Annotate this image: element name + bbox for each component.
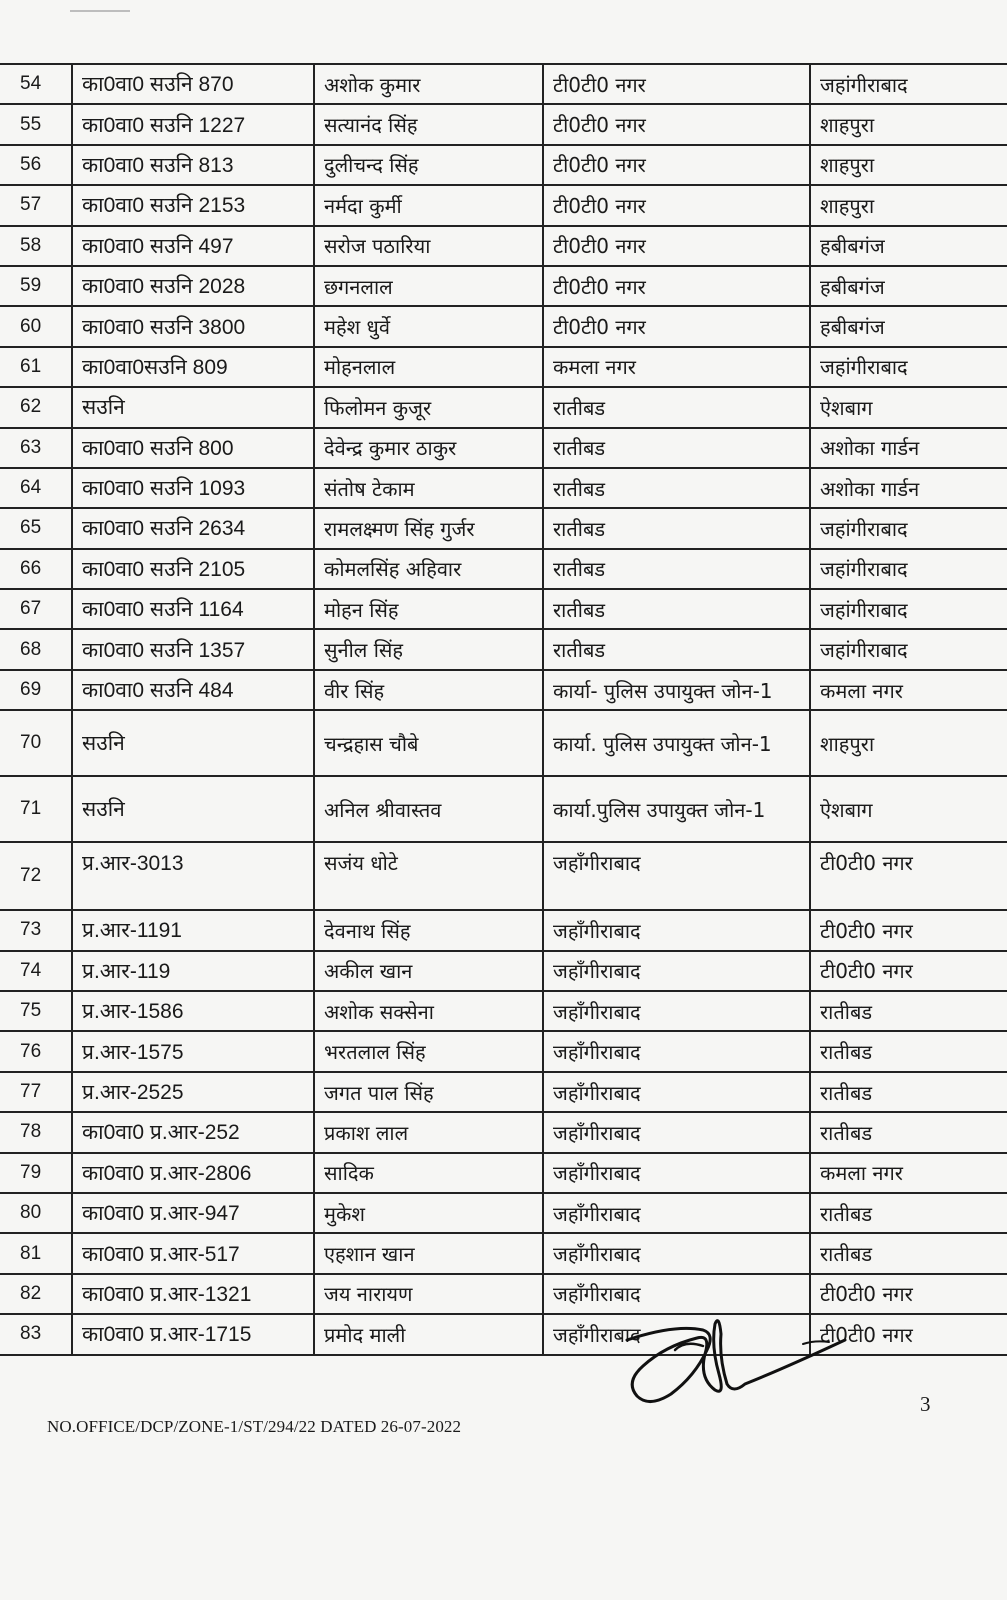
cell-from: टी0टी0 नगर — [543, 185, 810, 225]
cell-sno: 58 — [0, 226, 72, 266]
cell-sno: 56 — [0, 145, 72, 185]
cell-to: शाहपुरा — [810, 145, 1007, 185]
cell-to: जहांगीराबाद — [810, 629, 1007, 669]
cell-from: जहाँगीराबाद — [543, 1031, 810, 1071]
cell-designation: का0वा0 सउनि 497 — [72, 226, 314, 266]
footer-reference: NO.OFFICE/DCP/ZONE-1/ST/294/22 DATED 26-07-2022 — [47, 1417, 462, 1436]
cell-to: जहांगीराबाद — [810, 347, 1007, 387]
cell-name: सादिक — [314, 1153, 543, 1193]
table-row — [0, 428, 1007, 468]
cell-name: अशोक सक्सेना — [314, 991, 543, 1031]
table-row — [0, 1112, 1007, 1152]
cell-to: रातीबड — [810, 1193, 1007, 1233]
cell-name: महेश धुर्वे — [314, 306, 543, 346]
cell-from: टी0टी0 नगर — [543, 104, 810, 144]
cell-sno: 71 — [0, 776, 72, 842]
table-row — [0, 1314, 1007, 1354]
cell-designation: का0वा0 सउनि 1227 — [72, 104, 314, 144]
cell-from: कार्या.पुलिस उपायुक्त जोन-1 — [543, 776, 810, 842]
cell-designation: का0वा0 प्र.आर-1715 — [72, 1314, 314, 1354]
cell-designation: का0वा0 सउनि 1164 — [72, 589, 314, 629]
cell-to: ऐशबाग — [810, 387, 1007, 427]
cell-to: हबीबगंज — [810, 306, 1007, 346]
cell-designation: का0वा0 सउनि 2634 — [72, 508, 314, 548]
table-row — [0, 549, 1007, 589]
cell-designation: का0वा0 प्र.आर-517 — [72, 1233, 314, 1273]
table-row — [0, 910, 1007, 950]
table-row — [0, 670, 1007, 710]
cell-sno: 80 — [0, 1193, 72, 1233]
cell-sno: 77 — [0, 1072, 72, 1112]
cell-designation: प्र.आर-119 — [72, 951, 314, 991]
cell-sno: 64 — [0, 468, 72, 508]
cell-name: नर्मदा कुर्मी — [314, 185, 543, 225]
cell-sno: 59 — [0, 266, 72, 306]
cell-designation: प्र.आर-3013 — [72, 842, 314, 910]
table-row — [0, 1153, 1007, 1193]
table-row — [0, 226, 1007, 266]
cell-name: प्रकाश लाल — [314, 1112, 543, 1152]
cell-sno: 68 — [0, 629, 72, 669]
cell-sno: 72 — [0, 842, 72, 910]
cell-designation: प्र.आर-1191 — [72, 910, 314, 950]
cell-from: कार्या. पुलिस उपायुक्त जोन-1 — [543, 710, 810, 776]
table-row — [0, 1031, 1007, 1071]
cell-name: एहशान खान — [314, 1233, 543, 1273]
cell-name: छगनलाल — [314, 266, 543, 306]
table-row — [0, 1072, 1007, 1112]
cell-sno: 74 — [0, 951, 72, 991]
cell-from: जहाँगीराबाद — [543, 1233, 810, 1273]
cell-designation: प्र.आर-2525 — [72, 1072, 314, 1112]
cell-from: जहाँगीराबाद — [543, 1072, 810, 1112]
cell-from: रातीबड — [543, 629, 810, 669]
table-row — [0, 629, 1007, 669]
cell-to: जहांगीराबाद — [810, 64, 1007, 104]
cell-from: रातीबड — [543, 387, 810, 427]
cell-sno: 76 — [0, 1031, 72, 1071]
cell-from: रातीबड — [543, 508, 810, 548]
cell-to: जहांगीराबाद — [810, 508, 1007, 548]
cell-to: हबीबगंज — [810, 226, 1007, 266]
cell-to: अशोका गार्डन — [810, 428, 1007, 468]
cell-from: टी0टी0 नगर — [543, 64, 810, 104]
cell-sno: 65 — [0, 508, 72, 548]
cell-from: रातीबड — [543, 468, 810, 508]
cell-from: कमला नगर — [543, 347, 810, 387]
table-row — [0, 185, 1007, 225]
cell-sno: 67 — [0, 589, 72, 629]
cell-sno: 57 — [0, 185, 72, 225]
cell-name: दुलीचन्द सिंह — [314, 145, 543, 185]
cell-to: ऐशबाग — [810, 776, 1007, 842]
cell-name: अनिल श्रीवास्तव — [314, 776, 543, 842]
cell-from: जहाँगीराबाद — [543, 1153, 810, 1193]
cell-to: हबीबगंज — [810, 266, 1007, 306]
cell-designation: का0वा0 सउनि 2028 — [72, 266, 314, 306]
page-number: 3 — [920, 1392, 931, 1416]
cell-designation: का0वा0 सउनि 813 — [72, 145, 314, 185]
cell-sno: 79 — [0, 1153, 72, 1193]
cell-from: टी0टी0 नगर — [543, 226, 810, 266]
table-row — [0, 1233, 1007, 1273]
cell-name: चन्द्रहास चौबे — [314, 710, 543, 776]
cell-sno: 66 — [0, 549, 72, 589]
cell-to: टी0टी0 नगर — [810, 1314, 1007, 1354]
cell-name: अशोक कुमार — [314, 64, 543, 104]
cell-to: रातीबड — [810, 1233, 1007, 1273]
table-row — [0, 1274, 1007, 1314]
cell-designation: का0वा0 प्र.आर-252 — [72, 1112, 314, 1152]
table-row — [0, 991, 1007, 1031]
cell-sno: 70 — [0, 710, 72, 776]
cell-to: रातीबड — [810, 991, 1007, 1031]
cell-name: मुकेश — [314, 1193, 543, 1233]
cell-sno: 61 — [0, 347, 72, 387]
cell-to: रातीबड — [810, 1072, 1007, 1112]
cell-name: संतोष टेकाम — [314, 468, 543, 508]
table-row — [0, 842, 1007, 910]
cell-name: देवनाथ सिंह — [314, 910, 543, 950]
cell-sno: 63 — [0, 428, 72, 468]
cell-to: रातीबड — [810, 1031, 1007, 1071]
cell-to: जहांगीराबाद — [810, 589, 1007, 629]
table-row — [0, 64, 1007, 104]
cell-name: जगत पाल सिंह — [314, 1072, 543, 1112]
cell-from: रातीबड — [543, 589, 810, 629]
cell-to: शाहपुरा — [810, 185, 1007, 225]
cell-designation: प्र.आर-1586 — [72, 991, 314, 1031]
cell-designation: का0वा0 सउनि 2153 — [72, 185, 314, 225]
cell-name: मोहनलाल — [314, 347, 543, 387]
cell-name: भरतलाल सिंह — [314, 1031, 543, 1071]
table-row — [0, 710, 1007, 776]
cell-from: कार्या- पुलिस उपायुक्त जोन-1 — [543, 670, 810, 710]
cell-to: कमला नगर — [810, 1153, 1007, 1193]
table-row — [0, 145, 1007, 185]
cell-name: सत्यानंद सिंह — [314, 104, 543, 144]
cell-designation: का0वा0सउनि 809 — [72, 347, 314, 387]
cell-from: रातीबड — [543, 428, 810, 468]
cell-name: मोहन सिंह — [314, 589, 543, 629]
cell-from: टी0टी0 नगर — [543, 145, 810, 185]
top-scan-mark — [70, 10, 130, 12]
cell-sno: 69 — [0, 670, 72, 710]
cell-from: टी0टी0 नगर — [543, 306, 810, 346]
table-row — [0, 776, 1007, 842]
cell-designation: सउनि — [72, 387, 314, 427]
cell-from: जहाँगीराबाद — [543, 910, 810, 950]
cell-to: टी0टी0 नगर — [810, 951, 1007, 991]
cell-designation: सउनि — [72, 710, 314, 776]
cell-from: जहाँगीराबाद — [543, 1112, 810, 1152]
cell-name: सरोज पठारिया — [314, 226, 543, 266]
cell-designation: का0वा0 सउनि 484 — [72, 670, 314, 710]
table-row — [0, 468, 1007, 508]
cell-name: सजंय धोटे — [314, 842, 543, 910]
cell-from: टी0टी0 नगर — [543, 266, 810, 306]
table-row — [0, 1193, 1007, 1233]
cell-name: अकील खान — [314, 951, 543, 991]
cell-designation: का0वा0 सउनि 800 — [72, 428, 314, 468]
table-row — [0, 104, 1007, 144]
cell-designation: का0वा0 प्र.आर-947 — [72, 1193, 314, 1233]
cell-from: जहाँगीराबाद — [543, 1314, 810, 1354]
table-row — [0, 347, 1007, 387]
cell-name: सुनील सिंह — [314, 629, 543, 669]
cell-name: जय नारायण — [314, 1274, 543, 1314]
cell-designation: सउनि — [72, 776, 314, 842]
cell-sno: 81 — [0, 1233, 72, 1273]
cell-designation: का0वा0 सउनि 1093 — [72, 468, 314, 508]
cell-to: कमला नगर — [810, 670, 1007, 710]
cell-name: कोमलसिंह अहिवार — [314, 549, 543, 589]
cell-to: अशोका गार्डन — [810, 468, 1007, 508]
cell-to: टी0टी0 नगर — [810, 910, 1007, 950]
cell-name: फिलोमन कुजूर — [314, 387, 543, 427]
cell-name: वीर सिंह — [314, 670, 543, 710]
cell-sno: 75 — [0, 991, 72, 1031]
cell-sno: 82 — [0, 1274, 72, 1314]
cell-sno: 78 — [0, 1112, 72, 1152]
transfer-table — [0, 63, 1007, 1356]
cell-to: जहांगीराबाद — [810, 549, 1007, 589]
cell-designation: का0वा0 सउनि 2105 — [72, 549, 314, 589]
cell-name: देवेन्द्र कुमार ठाकुर — [314, 428, 543, 468]
signature — [615, 1310, 855, 1410]
cell-designation: प्र.आर-1575 — [72, 1031, 314, 1071]
cell-to: शाहपुरा — [810, 710, 1007, 776]
cell-from: जहाँगीराबाद — [543, 1193, 810, 1233]
cell-to: टी0टी0 नगर — [810, 1274, 1007, 1314]
cell-from: जहाँगीराबाद — [543, 842, 810, 910]
cell-designation: का0वा0 प्र.आर-1321 — [72, 1274, 314, 1314]
cell-sno: 60 — [0, 306, 72, 346]
cell-from: जहाँगीराबाद — [543, 991, 810, 1031]
cell-name: प्रमोद माली — [314, 1314, 543, 1354]
cell-to: टी0टी0 नगर — [810, 842, 1007, 910]
cell-from: जहाँगीराबाद — [543, 1274, 810, 1314]
table-row — [0, 266, 1007, 306]
cell-sno: 55 — [0, 104, 72, 144]
cell-sno: 83 — [0, 1314, 72, 1354]
cell-to: शाहपुरा — [810, 104, 1007, 144]
cell-from: जहाँगीराबाद — [543, 951, 810, 991]
cell-designation: का0वा0 सउनि 3800 — [72, 306, 314, 346]
cell-designation: का0वा0 प्र.आर-2806 — [72, 1153, 314, 1193]
cell-sno: 62 — [0, 387, 72, 427]
cell-designation: का0वा0 सउनि 1357 — [72, 629, 314, 669]
table-row — [0, 589, 1007, 629]
table-row — [0, 951, 1007, 991]
cell-name: रामलक्ष्मण सिंह गुर्जर — [314, 508, 543, 548]
cell-sno: 54 — [0, 64, 72, 104]
cell-to: रातीबड — [810, 1112, 1007, 1152]
table-row — [0, 306, 1007, 346]
cell-from: रातीबड — [543, 549, 810, 589]
table-row — [0, 387, 1007, 427]
cell-designation: का0वा0 सउनि 870 — [72, 64, 314, 104]
cell-sno: 73 — [0, 910, 72, 950]
table-row — [0, 508, 1007, 548]
